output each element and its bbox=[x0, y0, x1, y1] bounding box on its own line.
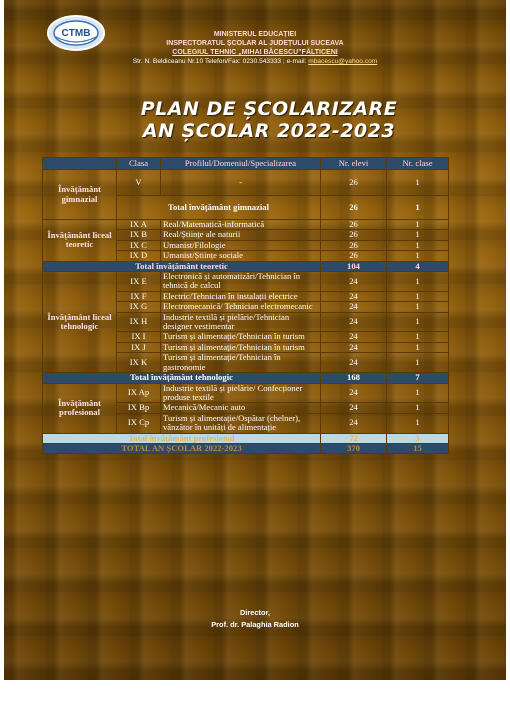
cell-clase: 1 bbox=[387, 170, 449, 196]
email-link[interactable]: mbacescu@yahoo.com bbox=[308, 58, 378, 65]
cell-profil: Electric/Tehnician în instalații electrice bbox=[161, 291, 321, 301]
cell-elevi: 26 bbox=[321, 251, 387, 261]
cell-clase: 1 bbox=[387, 230, 449, 240]
table-row bbox=[43, 170, 449, 196]
cell-profil: Real/Științe ale naturii bbox=[161, 230, 321, 240]
grand-total-label: TOTAL AN ȘCOLAR 2022-2023 bbox=[43, 443, 321, 453]
title-line-2: AN ȘCOLAR 2022-2023 bbox=[142, 120, 396, 142]
ministry-name: MINISTERUL EDUCAȚIEI bbox=[213, 31, 297, 38]
total-clase: 3 bbox=[387, 433, 449, 443]
category-gimnazial: Învățământ gimnazial bbox=[43, 170, 117, 220]
cell-elevi: 24 bbox=[321, 403, 387, 413]
table-header-row bbox=[43, 158, 449, 170]
category-liceal-teoretic: Învățământ liceal teoretic bbox=[43, 220, 117, 262]
cell-elevi: 24 bbox=[321, 272, 387, 292]
total-row-tehnologic bbox=[43, 373, 449, 383]
total-row-profesional bbox=[43, 433, 449, 443]
cell-profil: Umanist/Științe sociale bbox=[161, 251, 321, 261]
cell-clasa: V bbox=[117, 170, 161, 196]
cell-elevi: 24 bbox=[321, 302, 387, 312]
cell-profil: Turism și alimentație/Tehnician în gastronomie bbox=[161, 353, 321, 373]
cell-clasa: IX D bbox=[117, 251, 161, 261]
grand-total-row bbox=[43, 443, 449, 453]
cell-clasa: IX H bbox=[117, 312, 161, 332]
svg-text:CTMB: CTMB bbox=[61, 28, 91, 39]
total-label: Total învățământ profesional bbox=[43, 433, 321, 443]
grand-total-clase: 15 bbox=[387, 443, 449, 453]
cell-clase: 1 bbox=[387, 342, 449, 352]
cell-profil: Mecanică/Mecanic auto bbox=[161, 403, 321, 413]
category-liceal-tehnologic: Învățământ liceal tehnologic bbox=[43, 272, 117, 373]
cell-clase: 1 bbox=[387, 302, 449, 312]
school-name: COLEGIUL TEHNIC „MIHAI BĂCESCU”FĂLTICENI bbox=[172, 49, 338, 56]
cell-clase: 1 bbox=[387, 403, 449, 413]
total-elevi: 104 bbox=[321, 261, 387, 271]
address-text: Str. N. Beldiceanu Nr.10 Telefon/Fax: 0230.543333 ; e-mail: bbox=[132, 58, 307, 65]
cell-clase: 1 bbox=[387, 332, 449, 342]
cell-profil: Turism și alimentație/Tehnician în turism bbox=[161, 342, 321, 352]
cell-profil: Real/Matematică-informatică bbox=[161, 220, 321, 230]
total-label: Total învățământ gimnazial bbox=[117, 196, 321, 220]
cell-clasa: IX I bbox=[117, 332, 161, 342]
signature-block bbox=[4, 607, 506, 631]
cell-profil: Electromecanică/ Tehnician electromecanic bbox=[161, 302, 321, 312]
signature-role: Director, bbox=[240, 608, 270, 617]
cell-clase: 1 bbox=[387, 353, 449, 373]
cell-elevi: 24 bbox=[321, 312, 387, 332]
cell-clasa: IX J bbox=[117, 342, 161, 352]
cell-clasa: IX F bbox=[117, 291, 161, 301]
cell-profil: Industrie textilă și pielărie/Tehnician designer vestimentar bbox=[161, 312, 321, 332]
cell-profil: Turism și alimentație/Tehnician în turism bbox=[161, 332, 321, 342]
table-row bbox=[43, 383, 449, 403]
cell-clasa: IX Cp bbox=[117, 413, 161, 433]
cell-elevi: 24 bbox=[321, 332, 387, 342]
cell-profil: - bbox=[161, 170, 321, 196]
category-profesional: Învățământ profesional bbox=[43, 383, 117, 433]
cell-clase: 1 bbox=[387, 291, 449, 301]
cell-clasa: IX G bbox=[117, 302, 161, 312]
cell-elevi: 26 bbox=[321, 240, 387, 250]
header-blank bbox=[43, 158, 117, 170]
total-elevi: 26 bbox=[321, 196, 387, 220]
page-title bbox=[104, 98, 434, 142]
cell-elevi: 26 bbox=[321, 230, 387, 240]
cell-profil: Electronică și automatizări/Tehnician în tehnică de calcul bbox=[161, 272, 321, 292]
cell-clasa: IX C bbox=[117, 240, 161, 250]
header-elevi: Nr. elevi bbox=[321, 158, 387, 170]
total-clase: 1 bbox=[387, 196, 449, 220]
grand-total-elevi: 370 bbox=[321, 443, 387, 453]
inspectorate-name: INSPECTORATUL ȘCOLAR AL JUDEȚULUI SUCEAVA bbox=[166, 40, 344, 47]
total-clase: 7 bbox=[387, 373, 449, 383]
cell-profil: Industrie textilă și pielărie/ Confecționer produse textile bbox=[161, 383, 321, 403]
cell-elevi: 24 bbox=[321, 413, 387, 433]
cell-clasa: IX Ap bbox=[117, 383, 161, 403]
cell-elevi: 26 bbox=[321, 220, 387, 230]
enrollment-plan-table bbox=[42, 157, 449, 454]
school-address bbox=[4, 57, 506, 66]
total-label: Total învățământ teoretic bbox=[43, 261, 321, 271]
cell-clasa: IX Bp bbox=[117, 403, 161, 413]
header-clase: Nr. clase bbox=[387, 158, 449, 170]
cell-profil: Umanist/Filologie bbox=[161, 240, 321, 250]
cell-clase: 1 bbox=[387, 251, 449, 261]
document-page bbox=[4, 0, 506, 680]
cell-clasa: IX B bbox=[117, 230, 161, 240]
cell-clase: 1 bbox=[387, 312, 449, 332]
total-elevi: 168 bbox=[321, 373, 387, 383]
table-row bbox=[43, 272, 449, 292]
total-label: Total învățământ tehnologic bbox=[43, 373, 321, 383]
cell-clase: 1 bbox=[387, 240, 449, 250]
signature-name: Prof. dr. Palaghia Radion bbox=[211, 620, 299, 629]
table-row bbox=[43, 220, 449, 230]
cell-elevi: 26 bbox=[321, 170, 387, 196]
cell-clase: 1 bbox=[387, 220, 449, 230]
cell-clasa: IX K bbox=[117, 353, 161, 373]
cell-clase: 1 bbox=[387, 413, 449, 433]
total-elevi: 72 bbox=[321, 433, 387, 443]
cell-elevi: 24 bbox=[321, 291, 387, 301]
header-profil: Profilul/Domeniul/Specializarea bbox=[161, 158, 321, 170]
cell-clase: 1 bbox=[387, 383, 449, 403]
title-line-1: PLAN DE ȘCOLARIZARE bbox=[140, 98, 398, 120]
cell-profil: Turism și alimentație/Ospătar (chelner), vânzător în unități de alimentație bbox=[161, 413, 321, 433]
cell-clasa: IX E bbox=[117, 272, 161, 292]
total-clase: 4 bbox=[387, 261, 449, 271]
cell-clase: 1 bbox=[387, 272, 449, 292]
cell-elevi: 24 bbox=[321, 342, 387, 352]
total-row-teoretic bbox=[43, 261, 449, 271]
cell-elevi: 24 bbox=[321, 353, 387, 373]
cell-elevi: 24 bbox=[321, 383, 387, 403]
school-header bbox=[4, 30, 506, 66]
cell-clasa: IX A bbox=[117, 220, 161, 230]
header-clasa: Clasa bbox=[117, 158, 161, 170]
